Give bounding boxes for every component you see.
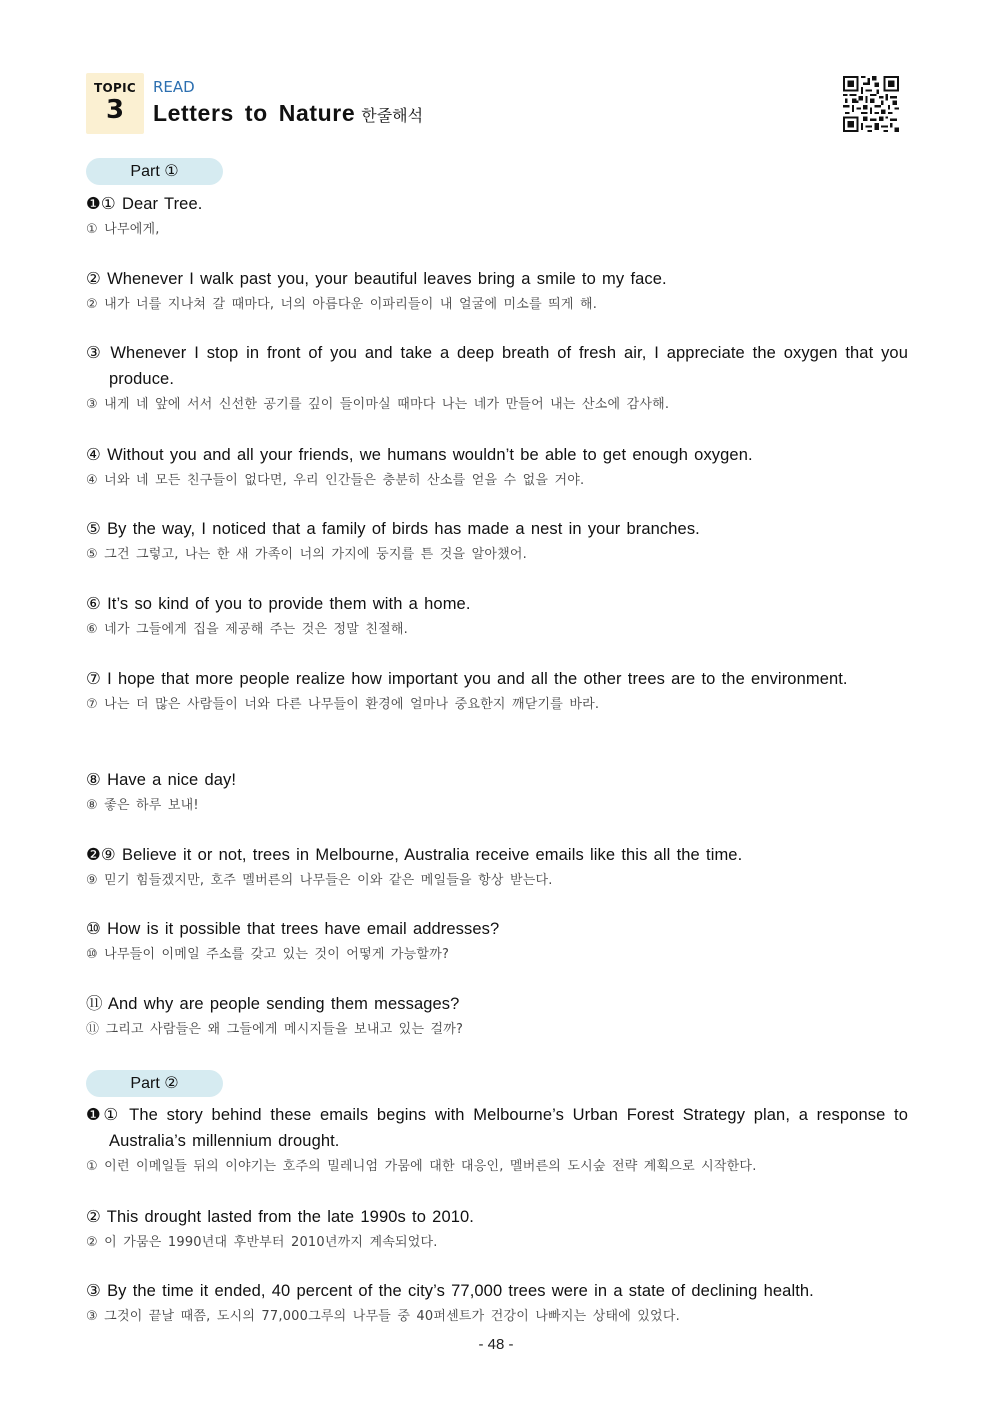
sentence-block <box>86 1102 908 1177</box>
korean-translation: ③ 그것이 끝날 때쯤, 도시의 77,000그루의 나무들 중 40퍼센트가 건강이 나빠지는 상태에 있었다. <box>86 1309 680 1324</box>
sentence-block <box>86 591 908 640</box>
title-text: Letters to Nature <box>153 100 356 126</box>
korean-translation: ⑤ 그건 그렇고, 나는 한 새 가족이 너의 가지에 둥지를 튼 것을 알아챘어. <box>86 547 527 562</box>
korean-translation: ⑩ 나무들이 이메일 주소를 갖고 있는 것이 어떻게 가능할까? <box>86 947 450 962</box>
section-label: READ <box>153 78 195 96</box>
part-1-pill: Part ① <box>86 158 223 185</box>
korean-translation: ① 이런 이메일들 뒤의 이야기는 호주의 밀레니엄 가뭄에 대한 대응인, 멜버른의 도시숲 전략 계획으로 시작한다. <box>86 1159 757 1174</box>
english-sentence: ② This drought lasted from the late 1990s to 2010. <box>86 1208 474 1226</box>
korean-translation: ② 이 가뭄은 1990년대 후반부터 2010년까지 계속되었다. <box>86 1235 438 1250</box>
english-sentence: ⑥ It’s so kind of you to provide them with a home. <box>86 595 471 613</box>
korean-translation: ⑨ 믿기 힘들겠지만, 호주 멜버른의 나무들은 이와 같은 메일들을 항상 받는다. <box>86 873 553 888</box>
sentence-block <box>86 516 908 565</box>
korean-translation: ① 나무에게, <box>86 222 160 237</box>
english-sentence: ④ Without you and all your friends, we humans wouldn’t be able to get enough oxygen. <box>86 446 753 464</box>
sentence-block <box>86 666 908 715</box>
english-sentence: ⑪ And why are people sending them messages? <box>86 995 460 1013</box>
english-sentence: ⑤ By the way, I noticed that a family of birds has made a nest in your branches. <box>86 520 700 538</box>
sentence-block <box>86 340 908 415</box>
english-sentence: ⑩ How is it possible that trees have email addresses? <box>86 920 500 938</box>
korean-translation: ④ 너와 네 모든 친구들이 없다면, 우리 인간들은 충분히 산소를 얻을 수 없을 거야. <box>86 473 585 488</box>
korean-translation: ② 내가 너를 지나쳐 갈 때마다, 너의 아름다운 이파리들이 내 얼굴에 미소를 띄게 해. <box>86 297 598 312</box>
sentence-block <box>86 191 908 240</box>
sentence-block <box>86 1278 908 1327</box>
korean-translation: ⑪ 그리고 사람들은 왜 그들에게 메시지들을 보내고 있는 걸까? <box>86 1022 464 1037</box>
english-sentence: ⑦ I hope that more people realize how important you and all the other trees are to the environment. <box>86 670 848 688</box>
korean-translation: ⑧ 좋은 하루 보내! <box>86 798 199 813</box>
sentence-block <box>86 767 908 816</box>
topic-badge <box>86 73 144 134</box>
english-sentence: ③ By the time it ended, 40 percent of the city’s 77,000 trees were in a state of declining health. <box>86 1282 814 1300</box>
english-sentence: ⑧ Have a nice day! <box>86 771 237 789</box>
page-title <box>153 100 423 127</box>
part-2-pill: Part ② <box>86 1070 223 1097</box>
sentence-block <box>86 1204 908 1253</box>
korean-translation: ⑥ 네가 그들에게 집을 제공해 주는 것은 정말 친절해. <box>86 622 409 637</box>
title-suffix: 한줄해석 <box>361 108 424 125</box>
english-sentence: ❶① Dear Tree. <box>86 195 203 213</box>
english-sentence: ② Whenever I walk past you, your beautiful leaves bring a smile to my face. <box>86 270 667 288</box>
english-sentence: ❷⑨ Believe it or not, trees in Melbourne, Australia receive emails like this all the time. <box>86 846 743 864</box>
korean-translation: ③ 내게 네 앞에 서서 신선한 공기를 깊이 들이마실 때마다 나는 네가 만들어 내는 산소에 감사해. <box>86 397 670 412</box>
sentence-block <box>86 842 908 891</box>
topic-number: 3 <box>105 95 125 125</box>
english-sentence: ❶① The story behind these emails begins with Melbourne’s Urban Forest Strategy plan, a response to Australia’s millennium drought. <box>86 1106 908 1150</box>
page-number: - 48 - <box>478 1336 514 1353</box>
sentence-block <box>86 991 908 1040</box>
korean-translation: ⑦ 나는 더 많은 사람들이 너와 다른 나무들이 환경에 얼마나 중요한지 깨닫기를 바라. <box>86 697 600 712</box>
english-sentence: ③ Whenever I stop in front of you and take a deep breath of fresh air, I appreciate the oxygen that you produce. <box>86 344 908 388</box>
qr-code-icon[interactable] <box>843 76 899 132</box>
topic-label: TOPIC <box>94 81 136 95</box>
sentence-block <box>86 916 908 965</box>
sentence-block <box>86 442 908 491</box>
sentence-block <box>86 266 908 315</box>
